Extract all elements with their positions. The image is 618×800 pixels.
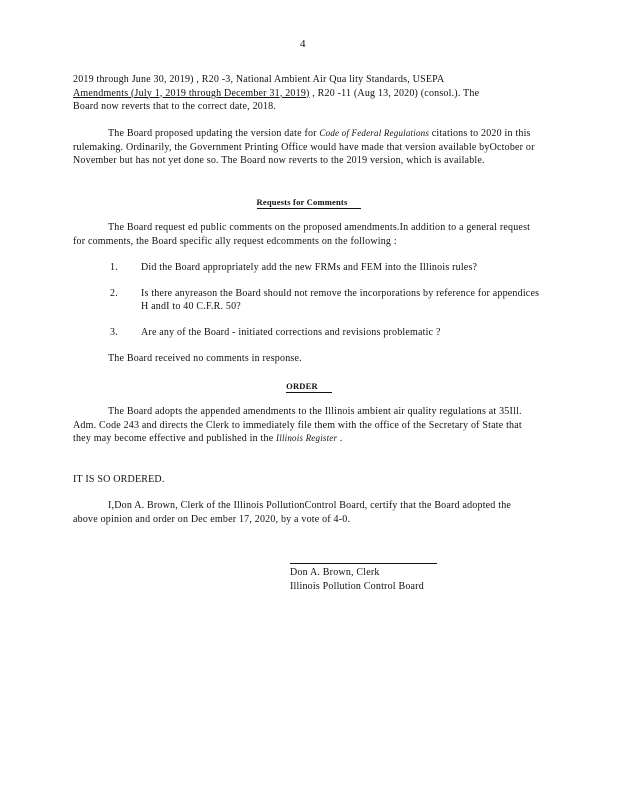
para1-line2 [73,87,538,101]
paragraph-request-comments: The Board request ed public comments on the proposed amendments.In addition to a general request for comments, the Board specific ally request edcomments on the following : [73,222,531,247]
clerk-certification: I,Don A. Brown, Clerk of the Illinois PollutionControl Board, certify that the Board adopted the above opinion and order on Dec ember 17, 2020, by a vote of 4-0. [73,500,512,525]
para1-underlined-citation: Amendments (July 1, 2019 through December 31, 2019) [73,87,310,99]
para5-text-before: The Board adopts the appended amendments to the Illinois ambient air quality regulations at 35Ill. Adm. Code 243 and directs the Clerk to immediately file them with the office of the Secretary of State that they may become effective and published in the [73,406,522,444]
para1-line2-rest: , R20 -11 (Aug 13, 2020) (consol.). The [309,87,480,99]
para1-line3: Board now reverts that to the correct date, 2018. [73,101,277,112]
signature-line [290,563,437,564]
question-number: 3. [110,327,118,338]
paragraph-no-comments: The Board received no comments in response. [108,353,302,364]
question-text: Is there anyreason the Board should not remove the incorporations by reference for appendices H andI to 40 C.F.R. 50? [141,288,540,312]
paragraph-rulemaking-references [73,73,538,114]
heading-requests-for-comments: Requests for Comments [0,197,618,207]
question-text: Did the Board appropriately add the new FRMs and FEM into the Illinois rules? [141,262,478,273]
para5-italic-register: Illinois Register [276,433,338,443]
signature-name: Don A. Brown, Clerk [290,567,380,578]
question-number: 2. [110,288,118,299]
question-text: Are any of the Board - initiated corrections and revisions problematic ? [141,327,441,338]
paragraph-order [73,405,538,446]
page-number: 4 [300,38,306,50]
signature-organization: Illinois Pollution Control Board [290,581,424,592]
para2-text-after: citations to 2020 in this rulemaking. Ordinarily, the Government Printing Office would have made that version available byOctober or November but has not yet done so. The Board now reverts to the 2019 version, which is available. [73,128,535,166]
para2-italic-cfr: Code of Federal Regulations [319,128,430,138]
para2-text-before: The Board proposed updating the version date for [108,128,320,139]
so-ordered: IT IS SO ORDERED. [73,474,165,485]
question-number: 1. [110,262,118,273]
heading-order: ORDER [0,381,618,391]
para5-text-after: . [337,433,343,444]
para1-line1: 2019 through June 30, 2019) , R20 -3, National Ambient Air Qua lity Standards, USEPA [73,74,445,85]
paragraph-cfr-version [73,127,538,168]
